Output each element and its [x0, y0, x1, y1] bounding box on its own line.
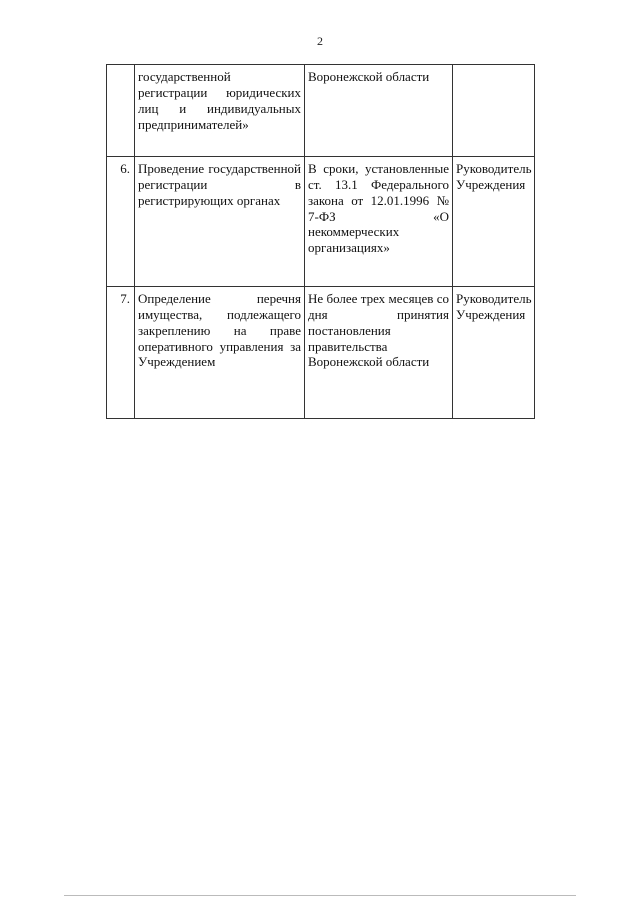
row-number-cell	[107, 65, 135, 157]
table-row	[107, 65, 535, 157]
term-cell: Не более трех месяцев со дня принятия постановления правительства Воронежской области	[305, 287, 453, 419]
page-bottom-edge	[64, 895, 576, 896]
table-row	[107, 287, 535, 419]
plan-table	[106, 64, 535, 419]
responsible-cell: Руководитель Учреждения	[453, 157, 535, 287]
page-number: 2	[317, 34, 323, 48]
responsible-cell	[453, 65, 535, 157]
responsible-cell: Руководитель Учреждения	[453, 287, 535, 419]
term-cell: В сроки, установленные ст. 13.1 Федерального закона от 12.01.1996 № 7-ФЗ «О некоммерческих организациях»	[305, 157, 453, 287]
action-cell: Определение перечня имущества, подлежащего закреплению на праве оперативного управления за Учреждением	[135, 287, 305, 419]
action-cell: государственной регистрации юридических лиц и индивидуальных предпринимателей»	[135, 65, 305, 157]
action-cell: Проведение государственной регистрации в регистрирующих органах	[135, 157, 305, 287]
table-row	[107, 157, 535, 287]
row-number-cell: 6.	[107, 157, 135, 287]
row-number-cell: 7.	[107, 287, 135, 419]
term-cell: Воронежской области	[305, 65, 453, 157]
